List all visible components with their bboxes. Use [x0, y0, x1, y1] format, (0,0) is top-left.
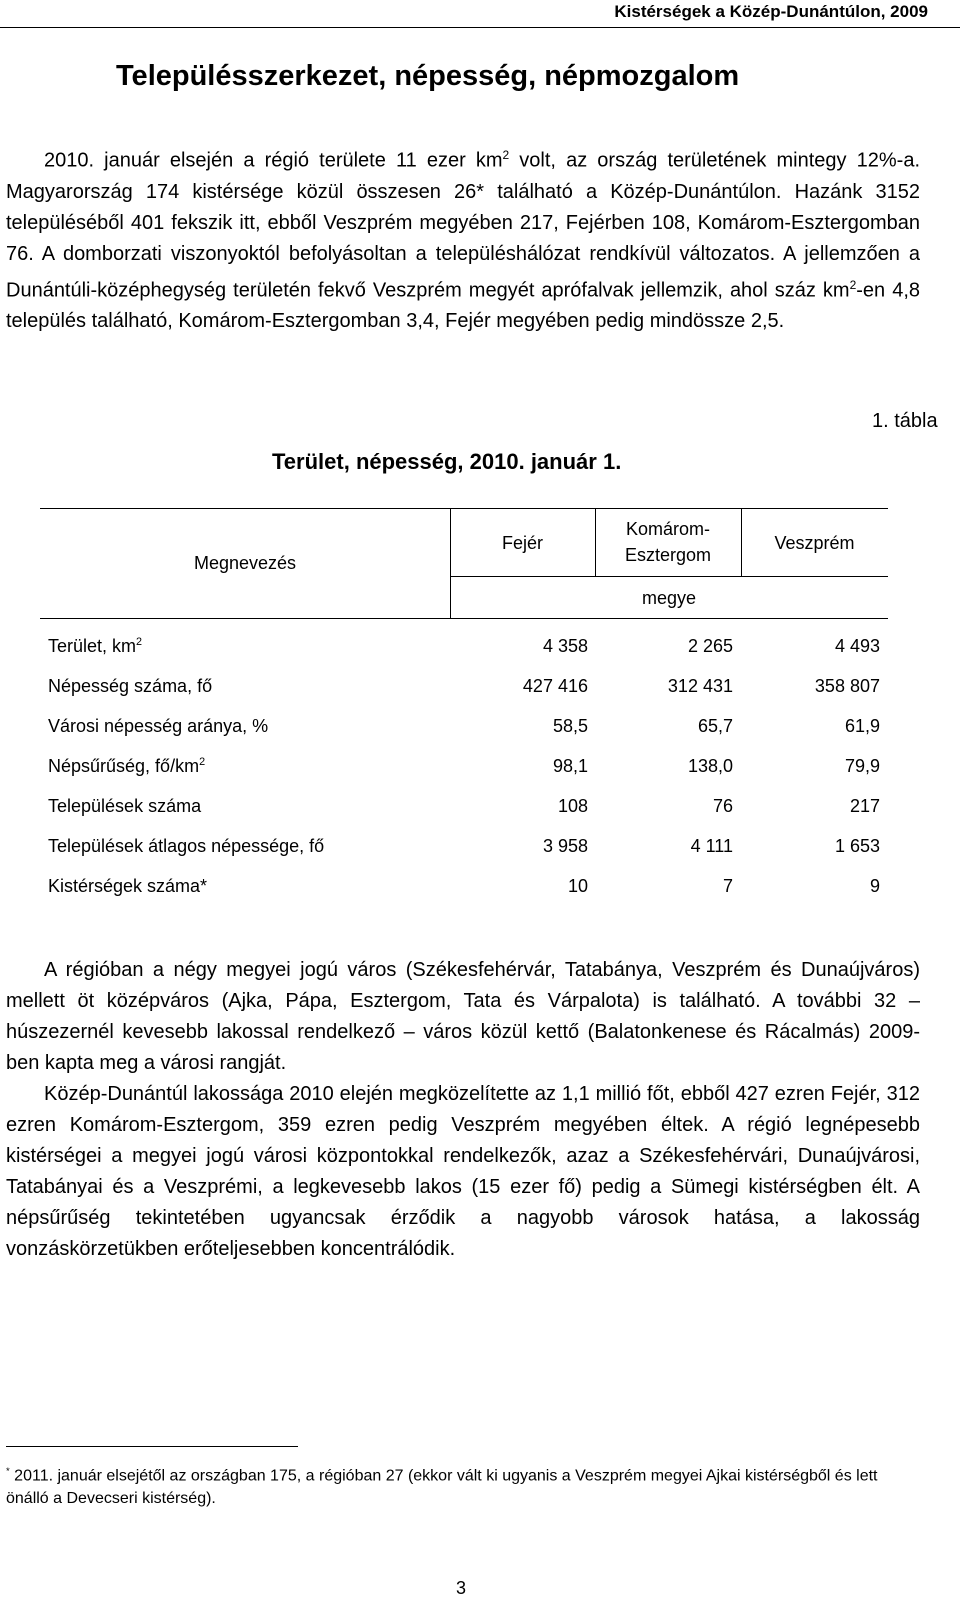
value-veszprem: 1 653: [834, 836, 880, 856]
footnote-marker: *: [6, 1466, 10, 1477]
value-veszprem: 79,9: [844, 756, 880, 776]
value-komarom: 7: [722, 876, 733, 896]
table-row: [40, 636, 888, 676]
value-fejer: 10: [567, 876, 588, 896]
row-label: Települések száma: [48, 796, 202, 816]
row-label: Városi népesség aránya, %: [48, 716, 269, 736]
value-fejer: 427 416: [522, 676, 588, 696]
header-mid-rule: [450, 576, 888, 577]
header-fejer: Fejér: [501, 533, 543, 553]
value-veszprem: 358 807: [814, 676, 880, 696]
body-paragraph-2: Közép-Dunántúl lakossága 2010 elején megközelítette az 1,1 millió főt, ebből 427 ezren Fejér, 312 ezren Komárom-Esztergom, 359 ezren pedig Veszprém megyében éltek. A régió legnépesebb kistérségei a megyei jogú városi központokkal rendelkezők, azaz a Székesfehérvári, Dunaújvárosi, Tatabányai és a Veszprémi, a legkevesebb lakos (15 ezer fő) pedig a Sümegi kistérségben élt. A népsűrűség tekintetében ugyancsak érződik a nagyobb városok hatása, a lakosság vonzáskörzetükben erőteljesebben koncentrálódik.: [6, 1083, 920, 1260]
intro-text-1: 2010. január elsején a régió területe 11 ezer km: [44, 149, 503, 172]
running-header: Kistérségek a Közép-Dunántúlon, 2009: [614, 2, 928, 21]
table-row: [40, 796, 888, 836]
header-komarom-line1: Komárom-: [625, 519, 710, 539]
value-komarom: 65,7: [697, 716, 733, 736]
body-text: [6, 955, 920, 1265]
value-veszprem: 61,9: [844, 716, 880, 736]
header-komarom-line2: Esztergom: [624, 545, 712, 565]
header-divider: [0, 27, 960, 28]
header-bottom-rule: [40, 618, 888, 619]
header-veszprem: Veszprém: [774, 533, 855, 553]
footnote-text: 2011. január elsejétől az országban 175, a régióban 27 (ekkor vált ki ugyanis a Veszprém megyei Ajkai kistérségből és lett önálló a Devecseri kistérség).: [6, 1467, 878, 1508]
row-label: Népsűrűség, $fő/km^2$: [48, 756, 206, 776]
value-veszprem: 217: [849, 796, 880, 816]
intro-text-2: volt, az ország területének mintegy 12%-a. Magyarország 174 kistérsége közül összesen 26* található a Közép-Dunántúlon. Hazánk 3152 településéből 401 fekszik itt, ebből Veszprém megyében 217, Fejérben 108, Komárom-Esztergomban 76. A domborzati viszonyoktól befolyásoltan a településhálózat rendkívül változatos. A jellemzően a Dunántúli-középhegység területén fekvő Veszprém megyét aprófalvak jellemzik, ahol száz km: [6, 149, 921, 302]
table-title: Terület, népesség, 2010. január 1.: [272, 449, 622, 474]
row-label: Terület, $km^2$: [48, 636, 143, 656]
row-label: Kistérségek száma*: [48, 876, 208, 896]
body-paragraph-1: A régióban a négy megyei jogú város (Székesfehérvár, Tatabánya, Veszprém és Dunaújváros) mellett öt középváros (Ajka, Pápa, Esztergom, Tata és Várpalota) is található. A további 32 – húszezernél kevesebb lakossal rendelkező – város közül kettő (Balatonkenese és Rácalmás) 2009-ben kapta meg a városi rangját.: [6, 959, 920, 1074]
value-komarom: 4 111: [690, 836, 733, 856]
intro-sup-1: 2: [502, 148, 510, 162]
table-row: [40, 836, 888, 876]
value-komarom: 76: [712, 796, 733, 816]
value-komarom: 2 265: [687, 636, 733, 656]
table-top-rule: [40, 508, 888, 509]
value-komarom: 138,0: [687, 756, 733, 776]
intro-paragraph: [6, 140, 920, 337]
header-megnevezes: Megnevezés: [193, 553, 297, 573]
page-number: 3: [456, 1578, 467, 1598]
section-title: Településszerkezet, népesség, népmozgalom: [116, 60, 740, 92]
table-number: 1. tábla: [872, 410, 938, 432]
table-row: [40, 876, 888, 916]
header-komarom: [595, 516, 741, 568]
value-komarom: 312 431: [667, 676, 733, 696]
header-megye: megye: [641, 588, 697, 608]
row-label: Népesség száma, fő: [48, 676, 213, 696]
value-fejer: 4 358: [542, 636, 588, 656]
value-fejer: 58,5: [552, 716, 588, 736]
value-fejer: 3 958: [542, 836, 588, 856]
table-row: [40, 756, 888, 796]
table-row: [40, 716, 888, 756]
value-veszprem: 9: [869, 876, 880, 896]
row-label: Települések átlagos népessége, fő: [48, 836, 325, 856]
table-row: [40, 676, 888, 716]
footnote: [6, 1460, 920, 1510]
footnote-divider: [6, 1446, 298, 1447]
value-fejer: 98,1: [552, 756, 588, 776]
value-veszprem: 4 493: [834, 636, 880, 656]
value-fejer: 108: [557, 796, 588, 816]
intro-sup-2: 2: [849, 277, 857, 292]
intro-text-3: -en 4,8 település található, Komárom-Esztergomban 3,4, Fejér megyében pedig mindössze 2,5.: [6, 279, 920, 333]
